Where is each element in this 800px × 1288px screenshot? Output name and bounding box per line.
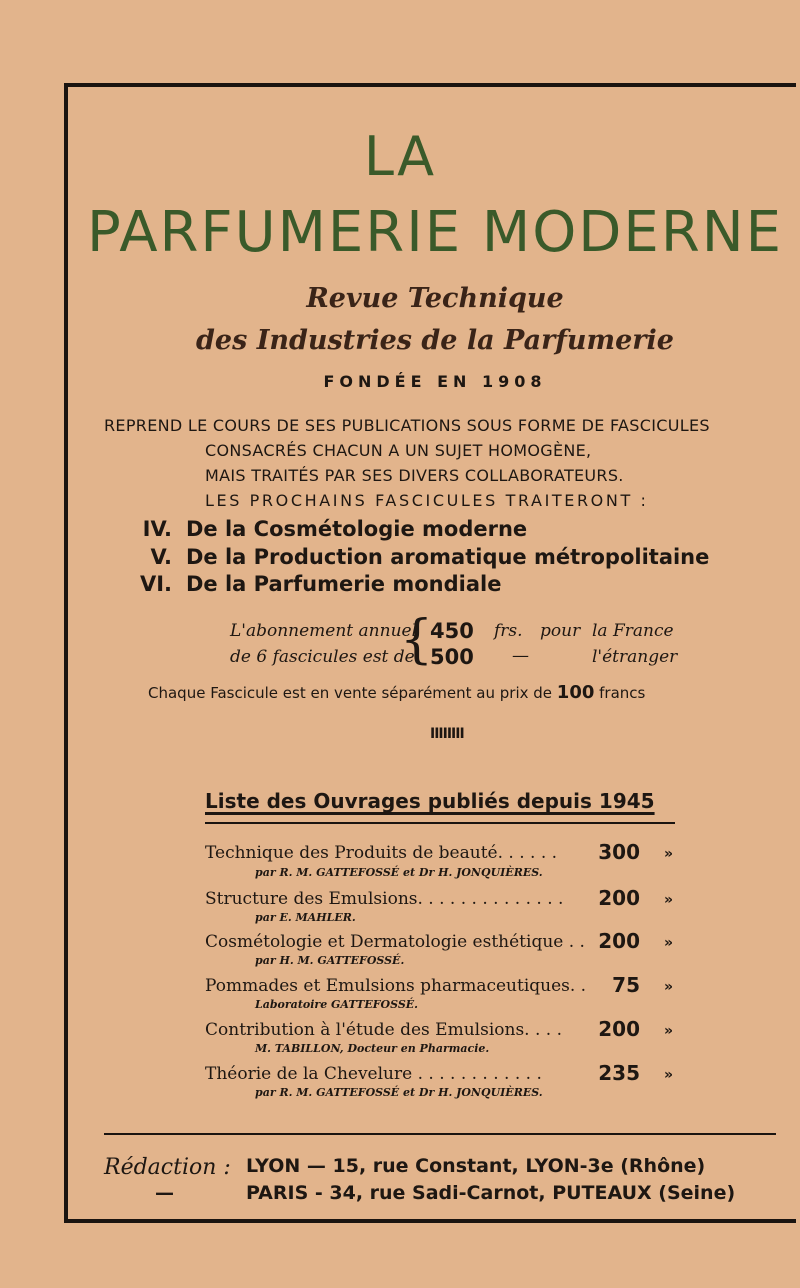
masthead-title: PARFUMERIE MODERNE (87, 200, 783, 265)
ornament: IIIIIIII (430, 726, 464, 742)
footer-divider (104, 1133, 776, 1135)
book-title: Cosmétologie et Dermatologie esthétique . . (205, 932, 585, 952)
single-issue-unit: francs (599, 684, 646, 702)
price-pour: pour (540, 621, 581, 641)
ditto-dash: — (512, 646, 529, 666)
book-price: 300 (598, 840, 640, 864)
address-paris: PARIS - 34, rue Sadi-Carnot, PUTEAUX (Seine) (246, 1182, 736, 1204)
volume-title: De la Production aromatique métropolitaine (186, 545, 710, 569)
subtitle-line-2: des Industries de la Parfumerie (196, 325, 674, 356)
book-price: 75 (612, 973, 640, 997)
volume-number: IV. (142, 517, 172, 541)
book-price: 200 (598, 1017, 640, 1041)
book-mark: » (664, 935, 674, 951)
volume-iv (108, 517, 527, 541)
book-mark: » (664, 1023, 674, 1039)
book-title: Technique des Produits de beauté. . . . . . (205, 843, 558, 863)
book-author: par H. M. GATTEFOSSÉ. (255, 954, 405, 967)
volume-vi (108, 572, 501, 596)
intro-line-1: REPREND LE COURS DE SES PUBLICATIONS SOUS FORME DE FASCICULES (104, 416, 710, 435)
brace-glyph: { (400, 610, 434, 670)
list-title: Liste des Ouvrages publiés depuis 1945 (205, 789, 655, 813)
price-abroad: 500 (430, 645, 474, 669)
subscription-label-2: de 6 fascicules est de (230, 647, 415, 667)
book-author: par R. M. GATTEFOSSÉ et Dr H. JONQUIÈRES. (255, 866, 543, 879)
dest-abroad: l'étranger (592, 647, 678, 667)
volume-title: De la Parfumerie mondiale (186, 572, 502, 596)
book-author: par E. MAHLER. (255, 911, 356, 924)
book-title: Contribution à l'étude des Emulsions. . . . (205, 1020, 562, 1040)
book-mark: » (664, 846, 674, 862)
masthead-la: LA (363, 125, 437, 188)
intro-line-2: CONSACRÉS CHACUN A UN SUJET HOMOGÈNE, (205, 441, 592, 460)
price-unit: frs. (494, 621, 523, 641)
single-issue-price: 100 (556, 682, 595, 703)
address-dash: — (155, 1182, 174, 1204)
dest-france: la France (592, 621, 674, 641)
book-author: Laboratoire GATTEFOSSÉ. (255, 998, 418, 1011)
single-issue-line (148, 682, 645, 703)
subscription-label-1: L'abonnement annuel (230, 621, 418, 641)
book-mark: » (664, 979, 674, 995)
book-price: 235 (598, 1061, 640, 1085)
volume-title: De la Cosmétologie moderne (186, 517, 528, 541)
book-title: Structure des Emulsions. . . . . . . . . . . . . . (205, 889, 564, 909)
single-issue-text: Chaque Fascicule est en vente séparément au prix de (148, 684, 553, 702)
price-france: 450 (430, 619, 474, 643)
subtitle-line-1: Revue Technique (306, 283, 564, 314)
founded-line: FONDÉE EN 1908 (323, 372, 547, 391)
book-author: M. TABILLON, Docteur en Pharmacie. (255, 1042, 490, 1055)
book-price: 200 (598, 929, 640, 953)
book-title: Pommades et Emulsions pharmaceutiques. . (205, 976, 587, 996)
address-lyon: LYON — 15, rue Constant, LYON-3e (Rhône) (246, 1155, 706, 1177)
volume-number: VI. (139, 572, 172, 596)
volume-v (108, 545, 709, 569)
book-mark: » (664, 1067, 674, 1083)
book-mark: » (664, 892, 674, 908)
redaction-label: Rédaction : (104, 1155, 231, 1180)
book-price: 200 (598, 886, 640, 910)
book-author: par R. M. GATTEFOSSÉ et Dr H. JONQUIÈRES. (255, 1086, 543, 1099)
list-divider (205, 822, 675, 824)
volume-number: V. (150, 545, 172, 569)
intro-line-4: LES PROCHAINS FASCICULES TRAITERONT : (205, 491, 649, 510)
intro-line-3: MAIS TRAITÉS PAR SES DIVERS COLLABORATEURS. (205, 466, 624, 485)
book-title: Théorie de la Chevelure . . . . . . . . . . . . (205, 1064, 542, 1084)
